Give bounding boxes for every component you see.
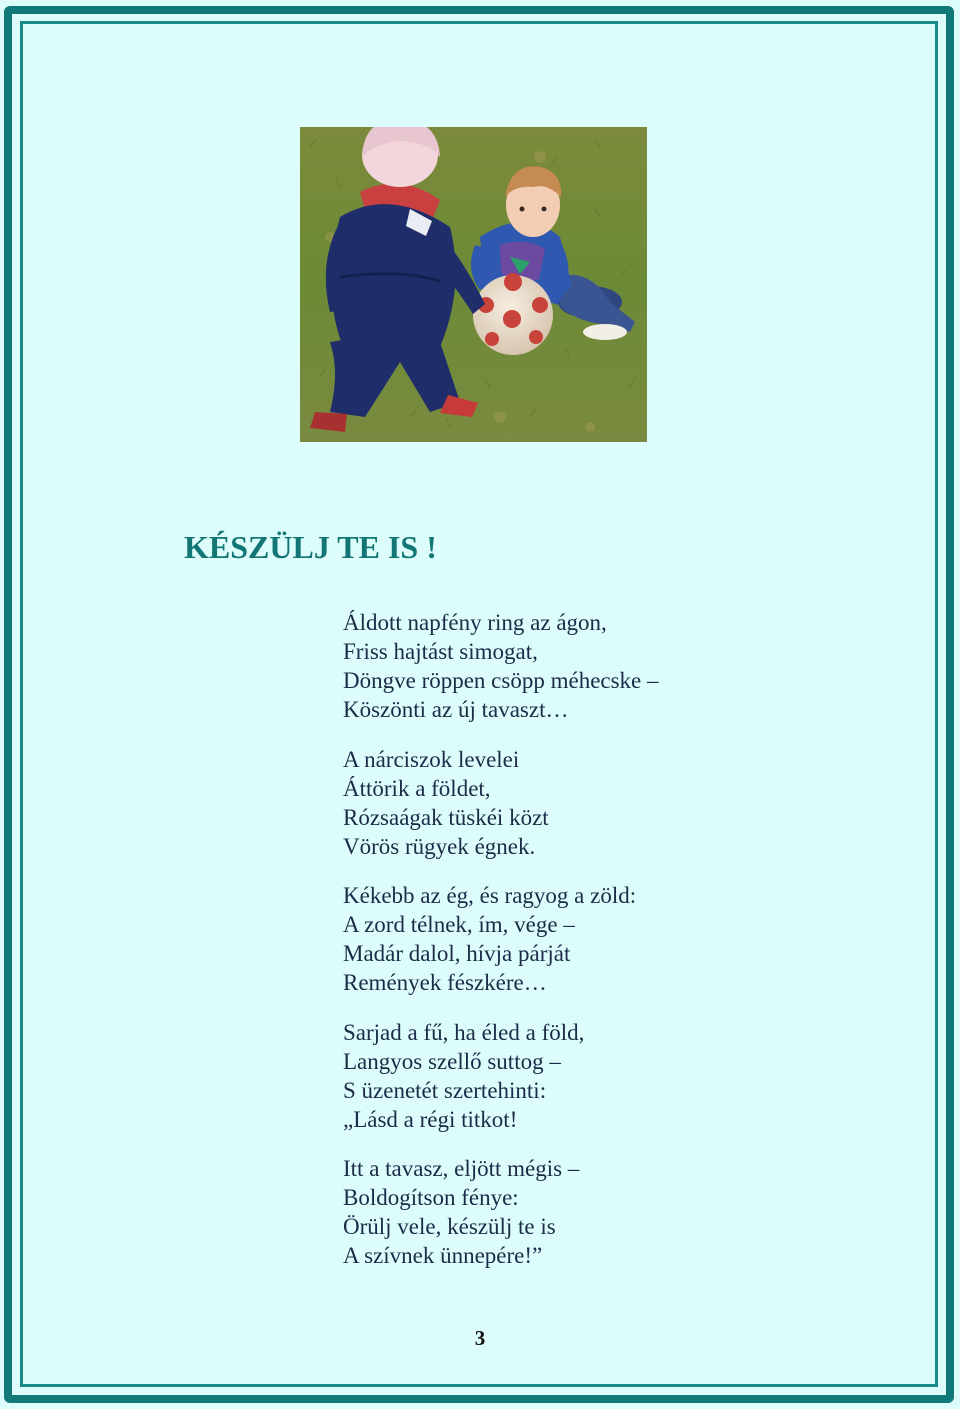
poem-line: Madár dalol, hívja párját [343, 941, 571, 966]
stanza [343, 608, 659, 724]
poem-line: Kékebb az ég, és ragyog a zöld: [343, 883, 637, 908]
poem-body [343, 608, 659, 1291]
stanza [343, 1018, 659, 1134]
poem-line: Boldogítson fénye: [343, 1185, 519, 1210]
poem-line: A zord télnek, ím, vége – [343, 912, 575, 937]
poem-line: Remények fészkére… [343, 970, 547, 995]
poem-line: Örülj vele, készülj te is [343, 1214, 556, 1239]
poem-line: Itt a tavasz, eljött mégis – [343, 1156, 580, 1181]
photo-children-playing-ball [300, 127, 647, 442]
poem-line: A nárciszok levelei [343, 746, 520, 772]
poem-title: KÉSZÜLJ TE IS ! [184, 529, 437, 565]
poem-line: Friss hajtást simogat, [343, 639, 538, 664]
stanza [343, 1154, 659, 1270]
poem-line: Köszönti az új tavaszt… [343, 697, 569, 722]
poem-line: A szívnek ünnepére!” [343, 1243, 543, 1268]
poem-line: Áttörik a földet, [343, 775, 491, 801]
page-number: 3 [474, 1326, 486, 1350]
stanza [343, 745, 659, 861]
stanza [343, 881, 659, 997]
poem-line: Sarjad a fű, ha éled a föld, [343, 1019, 585, 1045]
poem-line: Langyos szellő suttog – [343, 1048, 561, 1074]
poem-line: S üzenetét szertehinti: [343, 1077, 547, 1103]
poem-line: Áldott napfény ring az ágon, [343, 610, 607, 635]
poem-line: „Lásd a régi titkot! [343, 1106, 518, 1132]
poem-line: Vörös rügyek égnek. [343, 833, 536, 859]
poem-line: Rózsaágak tüskéi közt [343, 804, 549, 830]
poem-line: Döngve röppen csöpp méhecske – [343, 668, 659, 693]
